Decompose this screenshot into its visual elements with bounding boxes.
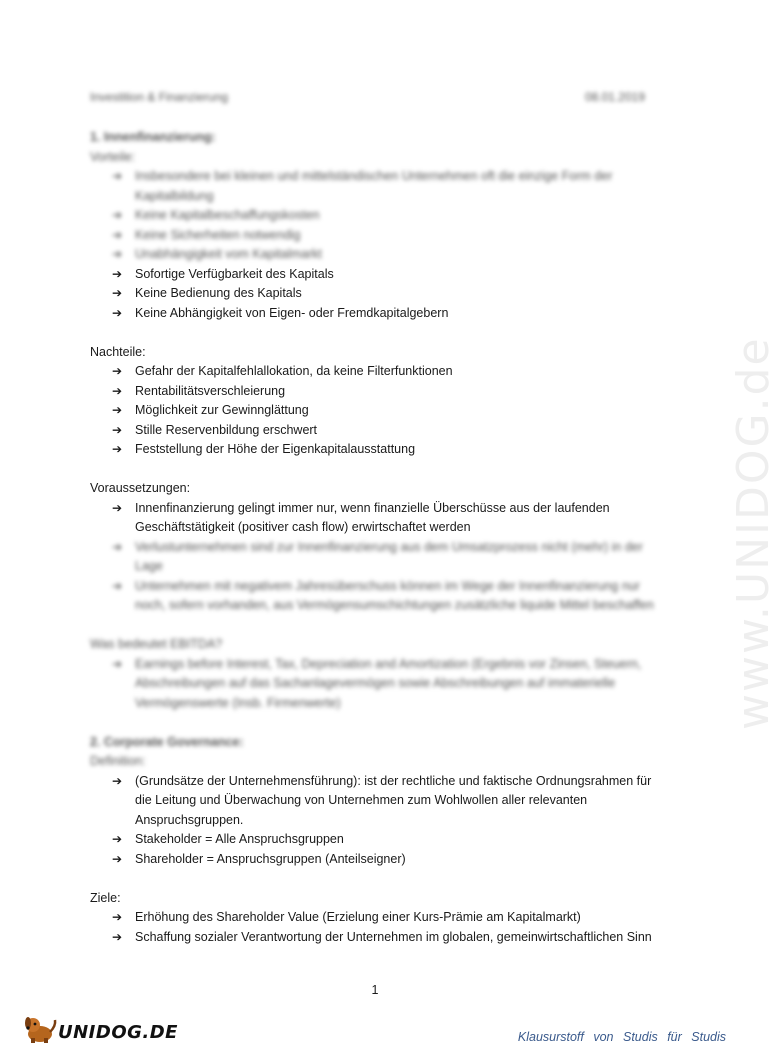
list-item-text: Keine Sicherheiten notwendig — [135, 227, 301, 242]
arrow-right-icon: ➔ — [112, 578, 123, 593]
list-item — [90, 655, 655, 714]
arrow-right-icon: ➔ — [112, 500, 123, 515]
list-item — [90, 499, 655, 538]
list-item — [90, 830, 655, 850]
vorteile-list — [90, 167, 655, 323]
list-item — [90, 440, 655, 460]
dog-logo-icon — [22, 1014, 58, 1044]
definition-list — [90, 772, 655, 870]
list-item — [90, 265, 655, 285]
list-item-text: Keine Bedienung des Kapitals — [135, 286, 302, 300]
arrow-right-icon: ➔ — [112, 851, 123, 866]
list-item — [90, 284, 655, 304]
list-item — [90, 772, 655, 831]
arrow-right-icon: ➔ — [112, 227, 123, 242]
list-item — [90, 382, 655, 402]
document-body — [90, 128, 655, 947]
logo-text: UNIDOG.DE — [58, 1022, 178, 1043]
arrow-right-icon: ➔ — [112, 266, 123, 281]
list-item — [90, 167, 655, 206]
list-item — [90, 362, 655, 382]
list-item-text: Feststellung der Höhe der Eigenkapitalausstattung — [135, 442, 416, 456]
list-item — [90, 928, 655, 948]
nachteile-label: Nachteile: — [90, 344, 146, 359]
list-item — [90, 245, 655, 265]
arrow-right-icon: ➔ — [112, 286, 123, 300]
arrow-right-icon: ➔ — [112, 247, 123, 261]
voraussetzungen-list — [90, 499, 655, 616]
list-item — [90, 226, 655, 246]
arrow-right-icon: ➔ — [112, 403, 123, 417]
unidog-logo[interactable] — [22, 1010, 178, 1050]
arrow-right-icon: ➔ — [112, 169, 123, 183]
section-title: 1. Innenfinanzierung: — [90, 130, 216, 144]
list-item-text: Stille Reservenbildung erschwert — [135, 422, 318, 437]
arrow-right-icon: ➔ — [112, 539, 123, 554]
watermark — [680, 260, 779, 740]
list-item — [90, 908, 655, 928]
watermark-text: www.UNIDOG.de — [728, 336, 779, 730]
footer-tagline: Klausurstoff von Studis für Studis — [517, 1030, 726, 1044]
list-item — [90, 401, 655, 421]
list-item-text: Möglichkeit zur Gewinnglättung — [135, 403, 309, 417]
nachteile-list — [90, 362, 655, 460]
list-item-text: Shareholder = Anspruchsgruppen (Anteilseigner) — [135, 851, 406, 866]
list-item-text: Earnings before Interest, Tax, Depreciation and Amortization (Ergebnis vor Zinsen, Steuern, Abschreibungen auf das Sachanlagevermögen sowie Abschreibungen auf immaterielle Vermögenswerte (Insb. Firmenwerte) — [135, 656, 642, 710]
ziele-list — [90, 908, 655, 947]
page-number: 1 — [371, 983, 379, 997]
list-item-text: Rentabilitätsverschleierung — [135, 383, 286, 398]
list-item — [90, 206, 655, 226]
arrow-right-icon: ➔ — [112, 442, 123, 456]
list-item — [90, 421, 655, 441]
list-item — [90, 850, 655, 870]
arrow-right-icon: ➔ — [112, 910, 123, 924]
arrow-right-icon: ➔ — [112, 422, 123, 437]
arrow-right-icon: ➔ — [112, 773, 123, 788]
list-item — [90, 538, 655, 577]
list-item-text: Verlustunternehmen sind zur Innenfinanzierung aus dem Umsatzprozess nicht (mehr) in der Lage — [135, 539, 643, 573]
list-item-text: Schaffung sozialer Verantwortung der Unternehmen im globalen, gemeinwirtschaftlichen Sinn — [135, 929, 652, 944]
document-header — [90, 90, 645, 108]
list-item-text: Innenfinanzierung gelingt immer nur, wenn finanzielle Überschüsse aus der laufenden Geschäftstätigkeit (positiver cash flow) erwirtschaftet werden — [135, 500, 610, 534]
arrow-right-icon: ➔ — [112, 383, 123, 398]
ebitda-list — [90, 655, 655, 714]
header-course-title: Investition & Finanzierung — [90, 90, 229, 104]
ebitda-label: Was bedeutet EBITDA? — [90, 637, 223, 651]
list-item-text: Unabhängigkeit vom Kapitalmarkt — [135, 247, 322, 261]
list-item-text: Unternehmen mit negativem Jahresüberschuss können im Wege der Innenfinanzierung nur noch, sofern vorhanden, aus Vermögensumschichtungen zusätzliche liquide Mittel beschaffen — [135, 578, 654, 612]
vorteile-label: Vorteile: — [90, 149, 136, 164]
arrow-right-icon: ➔ — [112, 832, 123, 846]
arrow-right-icon: ➔ — [112, 656, 123, 671]
arrow-right-icon: ➔ — [112, 305, 123, 320]
arrow-right-icon: ➔ — [112, 929, 123, 944]
ziele-label: Ziele: — [90, 890, 121, 905]
list-item — [90, 304, 655, 324]
definition-label: Definition: — [90, 754, 146, 768]
list-item-text: (Grundsätze der Unternehmensführung): ist der rechtliche und faktische Ordnungsrahmen für die Leitung und Überwachung von Unternehmen zum Wohlwollen aller relevanten Anspruchsgruppen. — [135, 773, 652, 827]
list-item-text: Sofortige Verfügbarkeit des Kapitals — [135, 266, 334, 281]
arrow-right-icon: ➔ — [112, 364, 123, 378]
list-item-text: Keine Kapitalbeschaffungskosten — [135, 208, 320, 222]
list-item-text: Erhöhung des Shareholder Value (Erzielung einer Kurs-Prämie am Kapitalmarkt) — [135, 910, 581, 924]
list-item-text: Insbesondere bei kleinen und mittelständischen Unternehmen oft die einzige Form der Kapitalbildung — [135, 169, 613, 203]
list-item-text: Keine Abhängigkeit von Eigen- oder Fremdkapitalgebern — [135, 305, 449, 320]
voraussetzungen-label: Voraussetzungen: — [90, 481, 191, 495]
list-item-text: Stakeholder = Alle Anspruchsgruppen — [135, 832, 344, 846]
section-title: 2. Corporate Governance: — [90, 734, 244, 749]
header-date: 08.01.2019 — [584, 90, 645, 104]
list-item-text: Gefahr der Kapitalfehlallokation, da keine Filterfunktionen — [135, 364, 453, 378]
list-item — [90, 577, 655, 616]
arrow-right-icon: ➔ — [112, 208, 123, 222]
